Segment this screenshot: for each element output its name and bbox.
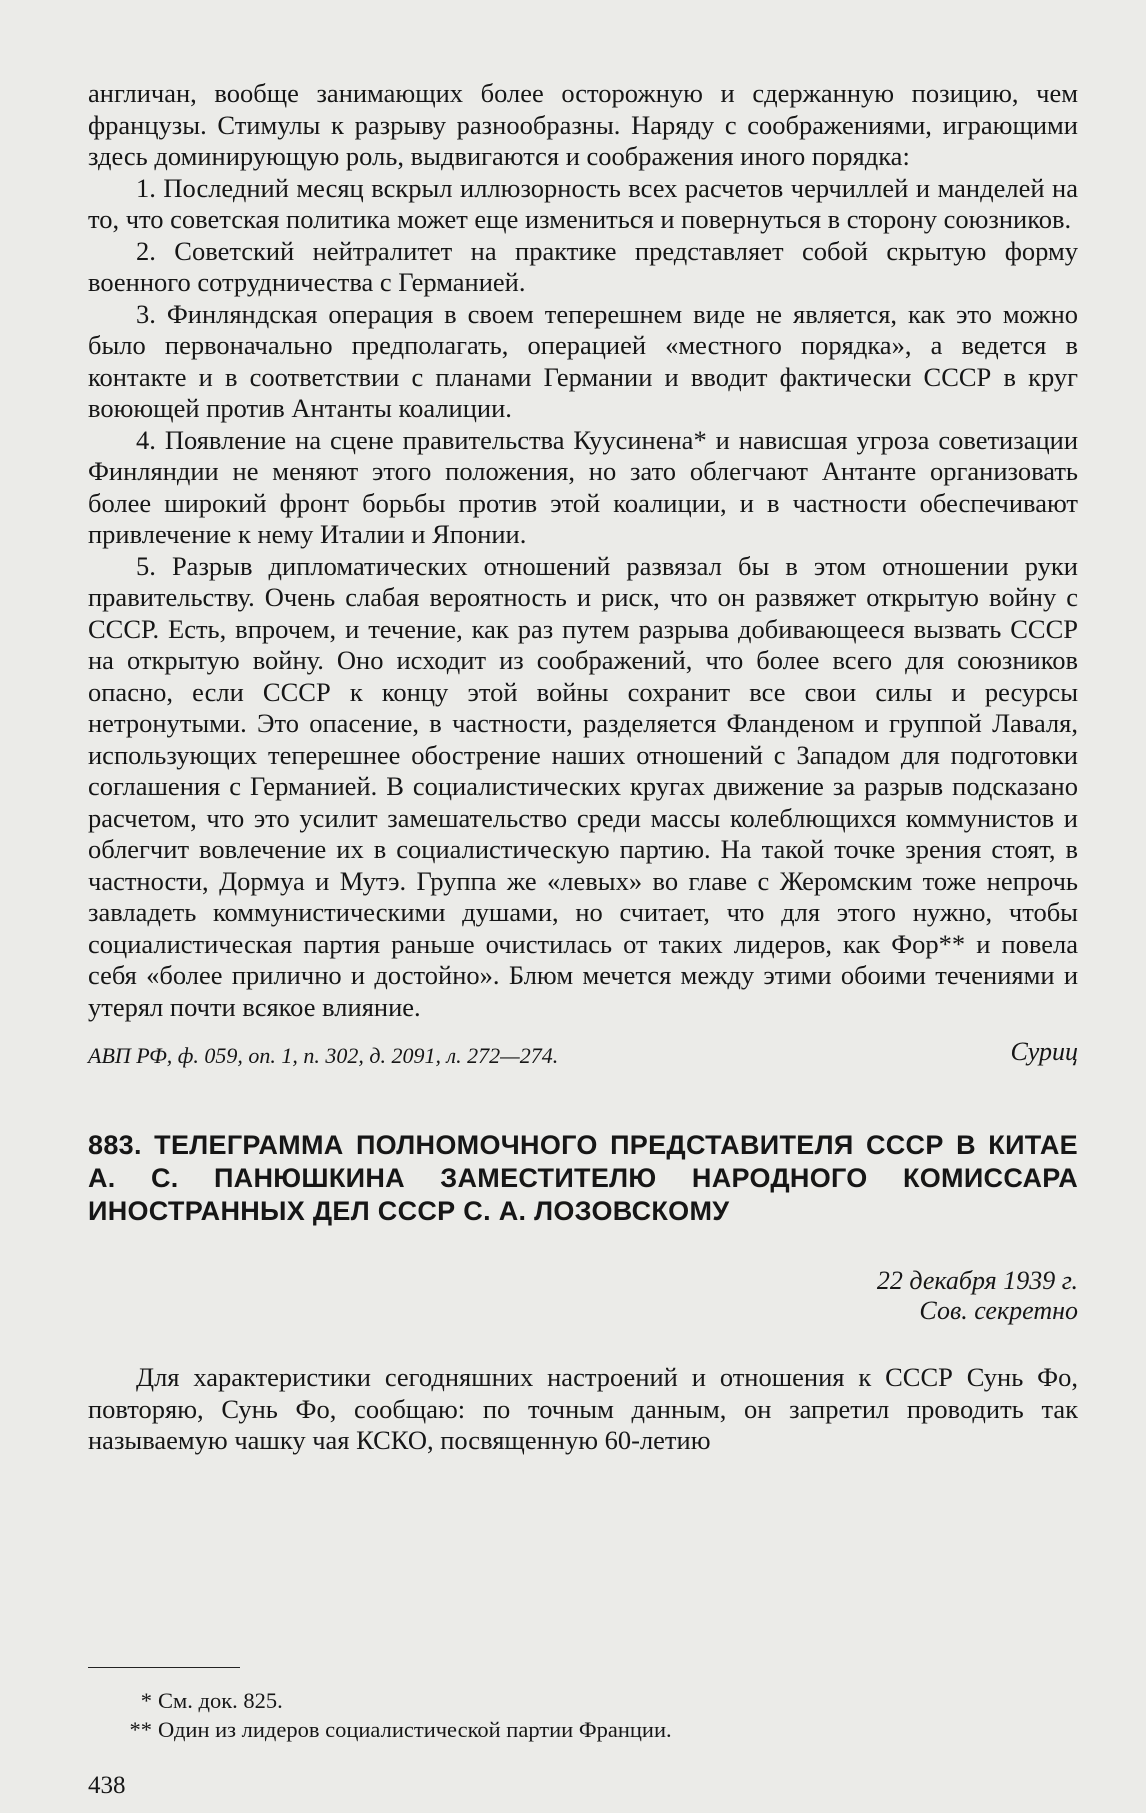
point-5: 5. Разрыв дипломатических отношений развязал бы в этом отношении руки правительству. Очень слабая вероятность и риск, что он развяжет открытую войну с СССР. Есть, впрочем, и течение, как раз путем разрыва добивающееся вызвать СССР на открытую войну. Оно исходит из соображений, что более всего для союзников опасно, если СССР к концу этой войны сохранит все свои силы и ресурсы нетронутыми. Это опасение, в частности, разделяется Фланденом и группой Лаваля, использующих теперешнее обострение наших отношений с Западом для подготовки соглашения с Германией. В социалистических кругах движение за разрыв подсказано расчетом, что это усилит замешательство среди массы колеблющихся коммунистов и облегчит вовлечение их в социалистическую партию. На такой точке зрения стоят, в частности, Дормуа и Мутэ. Группа же «левых» во главе с Жеромским тоже непрочь завладеть коммунистическими душами, но считает, что для этого нужно, чтобы социалистическая партия раньше очистилась от таких лидеров, как Фор** и повела себя «более прилично и достойно». Блюм мечется между этими обоими течениями и утерял почти всякое влияние. xyxy=(88,550,1078,1022)
footnote-mark: ** xyxy=(129,1717,152,1742)
page-number: 438 xyxy=(88,1772,126,1799)
source-block xyxy=(88,1037,1078,1071)
date-block xyxy=(88,1266,1078,1326)
telegram-body: Для характеристики сегодняшних настроений и отношения к СССР Сунь Фо, повторяю, Сунь Фо, сообщаю: по точным данным, он запретил проводить так называемую чашку чая КСКО, посвященную 60-летию xyxy=(88,1362,1078,1455)
point-1: 1. Последний месяц вскрыл иллюзорность всех расчетов черчиллей и манделей на то, что советская политика может еще измениться и повернуться в сторону союзников. xyxy=(88,172,1078,234)
footnote-item xyxy=(88,1686,1078,1715)
footnotes xyxy=(88,1686,1078,1744)
archive-reference: АВП РФ, ф. 059, оп. 1, п. 302, д. 2091, л. 272—274. xyxy=(88,1043,559,1068)
intro-paragraph: англичан, вообще занимающих более осторожную и сдержанную позицию, чем французы. Стимулы к разрыву разнообразны. Наряду с соображениями, играющими здесь доминирующую роль, выдвигаются и соображения иного порядка: xyxy=(88,78,1078,171)
footnote-text: Один из лидеров социалистической партии Франции. xyxy=(158,1717,672,1742)
footnote-item xyxy=(88,1715,1078,1744)
document-date: 22 декабря 1939 г. xyxy=(876,1266,1078,1295)
footnote-text: См. док. 825. xyxy=(158,1688,283,1713)
classification-mark: Сов. секретно xyxy=(919,1296,1078,1325)
point-2: 2. Советский нейтралитет на практике представляет собой скрытую форму военного сотрудничества с Германией. xyxy=(88,235,1078,297)
footnote-mark: * xyxy=(140,1688,152,1713)
document-heading: 883. ТЕЛЕГРАММА ПОЛНОМОЧНОГО ПРЕДСТАВИТЕЛЯ СССР В КИТАЕ А. С. ПАНЮШКИНА ЗАМЕСТИТЕЛЮ НАРОДНОГО КОМИССАРА ИНОСТРАННЫХ ДЕЛ СССР С. А. ЛОЗОВСКОМУ xyxy=(88,1130,1078,1226)
point-4: 4. Появление на сцене правительства Куусинена* и нависшая угроза советизации Финляндии не меняют этого положения, но зато облегчают Антанте организовать более широкий фронт борьбы против этой коалиции, и в частности обеспечивают привлечение к нему Италии и Японии. xyxy=(88,424,1078,549)
footnote-divider xyxy=(88,1667,240,1668)
signature: Суриц xyxy=(1010,1037,1078,1066)
point-3: 3. Финляндская операция в своем теперешнем виде не является, как это можно было первоначально предполагать, операцией «местного порядка», а ведется в контакте и в соответствии с планами Германии и вводит фактически СССР в круг воюющей против Антанты коалиции. xyxy=(88,298,1078,423)
document-page xyxy=(88,78,1078,1457)
